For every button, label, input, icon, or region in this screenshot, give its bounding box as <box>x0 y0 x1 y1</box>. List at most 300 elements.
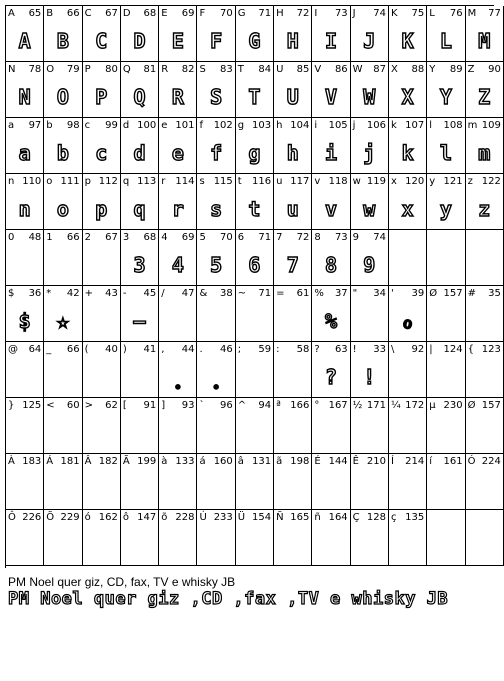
glyph-cell-code: 68 <box>143 232 157 243</box>
grid-row <box>6 174 501 230</box>
glyph-cell-char-label: 5 <box>199 232 206 243</box>
glyph-cell-char-label: - <box>122 288 127 299</box>
glyph-cell-code: 161 <box>443 456 463 467</box>
glyph-preview: 9 <box>363 253 376 277</box>
glyph-cell-code: 147 <box>137 512 157 523</box>
glyph-cell <box>389 230 427 286</box>
glyph-cell <box>83 510 121 566</box>
glyph-cell-code: 121 <box>443 176 463 187</box>
glyph-cell-char-label: Á <box>46 456 54 467</box>
glyph-cell <box>427 454 465 510</box>
glyph-cell <box>6 398 44 454</box>
glyph-preview: n <box>18 197 31 221</box>
glyph-preview <box>236 359 273 395</box>
glyph-cell-code: 93 <box>181 400 195 411</box>
glyph-cell-char-label: | <box>429 344 433 355</box>
glyph-cell <box>236 454 274 510</box>
glyph-cell-code: 229 <box>60 512 80 523</box>
glyph-cell-code: 82 <box>181 64 195 75</box>
glyph-preview <box>197 471 234 507</box>
glyph-preview <box>159 527 196 563</box>
glyph-cell-char-label: g <box>237 120 245 131</box>
glyph-cell-code: 69 <box>181 8 195 19</box>
glyph-cell <box>427 118 465 174</box>
glyph-cell-char-label: ' <box>390 288 394 299</box>
glyph-preview: ˳ <box>171 365 184 389</box>
glyph-cell <box>6 286 44 342</box>
glyph-cell-code: 164 <box>328 512 348 523</box>
glyph-preview: S <box>210 85 223 109</box>
sample-caption: PM Noel quer giz, CD, fax, TV e whisky JB <box>8 575 236 589</box>
glyph-cell-code: 59 <box>258 344 272 355</box>
glyph-preview: V <box>325 85 338 109</box>
glyph-cell <box>121 510 159 566</box>
glyph-cell <box>389 6 427 62</box>
glyph-preview <box>6 471 43 507</box>
glyph-preview: N <box>18 85 31 109</box>
glyph-cell <box>159 398 197 454</box>
glyph-cell-code: 230 <box>443 400 463 411</box>
glyph-preview: v <box>325 197 338 221</box>
glyph-cell <box>44 398 82 454</box>
glyph-cell-code: 166 <box>290 400 310 411</box>
glyph-cell-char-label: Ç <box>352 512 360 523</box>
glyph-cell-code: 224 <box>481 456 501 467</box>
glyph-cell-char-label: F <box>199 8 206 19</box>
glyph-cell <box>466 174 504 230</box>
glyph-cell-char-label: ó <box>84 512 91 523</box>
glyph-cell-code: 104 <box>290 120 310 131</box>
glyph-cell-char-label: c <box>84 120 91 131</box>
glyph-cell-code: 68 <box>143 8 157 19</box>
glyph-cell-code: 114 <box>175 176 195 187</box>
glyph-cell-code: 233 <box>213 512 233 523</box>
glyph-cell-char-label: µ <box>429 400 436 411</box>
glyph-cell <box>351 342 389 398</box>
glyph-cell <box>121 342 159 398</box>
glyph-cell-code: 92 <box>411 344 425 355</box>
glyph-cell-char-label: 9 <box>352 232 360 243</box>
glyph-cell-code: 107 <box>405 120 425 131</box>
glyph-preview <box>312 471 349 507</box>
glyph-cell <box>83 342 121 398</box>
glyph-preview <box>6 247 43 283</box>
glyph-cell-char-label: w <box>352 176 361 187</box>
glyph-preview <box>274 359 311 395</box>
glyph-cell <box>351 398 389 454</box>
glyph-preview <box>159 303 196 339</box>
glyph-preview <box>427 415 464 451</box>
glyph-cell-char-label: p <box>84 176 91 187</box>
glyph-cell <box>44 118 82 174</box>
glyph-cell-code: 183 <box>22 456 42 467</box>
glyph-cell-char-label: ª <box>276 400 281 411</box>
glyph-cell-code: 108 <box>443 120 463 131</box>
glyph-preview <box>44 247 81 283</box>
glyph-cell-char-label: K <box>390 8 398 19</box>
glyph-cell-code: 135 <box>405 512 425 523</box>
glyph-preview: L <box>439 29 452 53</box>
glyph-cell <box>466 118 504 174</box>
glyph-cell <box>274 510 312 566</box>
glyph-cell <box>389 510 427 566</box>
glyph-cell <box>83 62 121 118</box>
glyph-cell-char-label: É <box>314 456 321 467</box>
glyph-cell-char-label: à <box>161 456 168 467</box>
glyph-cell-char-label: f <box>199 120 204 131</box>
glyph-cell-code: 160 <box>213 456 233 467</box>
glyph-cell-char-label: Ê <box>352 456 359 467</box>
glyph-cell-code: 64 <box>28 344 42 355</box>
glyph-cell <box>83 286 121 342</box>
glyph-cell <box>312 6 350 62</box>
glyph-preview <box>236 527 273 563</box>
grid-row <box>6 118 501 174</box>
glyph-cell <box>351 62 389 118</box>
glyph-cell-char-label: t <box>237 176 242 187</box>
glyph-preview: i <box>325 141 338 165</box>
glyph-preview: u <box>286 197 299 221</box>
glyph-cell <box>121 230 159 286</box>
glyph-cell-code: 88 <box>411 64 425 75</box>
glyph-cell-char-label: N <box>8 64 16 75</box>
character-map-grid <box>5 5 501 568</box>
glyph-cell-char-label: 0 <box>8 232 15 243</box>
glyph-preview: 6 <box>248 253 261 277</box>
glyph-preview <box>466 471 503 507</box>
glyph-preview <box>197 415 234 451</box>
glyph-cell <box>197 174 235 230</box>
glyph-cell-char-label: À <box>8 456 15 467</box>
glyph-preview: a <box>18 141 31 165</box>
glyph-preview: 5 <box>210 253 223 277</box>
glyph-cell <box>6 510 44 566</box>
glyph-cell-char-label: ° <box>314 400 320 411</box>
glyph-cell-code: 35 <box>488 288 501 299</box>
glyph-preview: G <box>248 29 261 53</box>
glyph-preview: y <box>439 197 452 221</box>
glyph-cell-char-label: 6 <box>237 232 245 243</box>
glyph-preview <box>466 415 503 451</box>
glyph-cell <box>197 342 235 398</box>
glyph-cell <box>351 454 389 510</box>
glyph-cell <box>466 454 504 510</box>
sample-rendered-text: PM Noel quer giz ,CD ,fax ,TV e whisky JB <box>8 589 449 609</box>
glyph-cell <box>159 454 197 510</box>
glyph-cell <box>197 118 235 174</box>
glyph-cell-char-label: ã <box>276 456 283 467</box>
glyph-cell <box>312 398 350 454</box>
glyph-cell-code: 157 <box>443 288 463 299</box>
glyph-preview: R <box>171 85 184 109</box>
glyph-cell-char-label: 1 <box>46 232 53 243</box>
glyph-cell-code: 33 <box>373 344 386 355</box>
glyph-cell <box>274 342 312 398</box>
glyph-cell-char-label: # <box>467 288 476 299</box>
glyph-cell-code: 39 <box>411 288 425 299</box>
glyph-cell-char-label: ` <box>199 400 205 411</box>
glyph-cell-code: 83 <box>220 64 233 75</box>
glyph-preview <box>236 415 273 451</box>
glyph-cell-code: 162 <box>98 512 118 523</box>
glyph-cell-char-label: í <box>429 456 433 467</box>
glyph-cell <box>427 510 465 566</box>
glyph-cell <box>351 6 389 62</box>
glyph-cell-char-label: A <box>8 8 15 19</box>
glyph-cell-char-label: y <box>429 176 436 187</box>
glyph-cell-code: 89 <box>449 64 463 75</box>
glyph-cell <box>274 174 312 230</box>
glyph-preview <box>351 415 388 451</box>
glyph-preview: f <box>210 141 223 165</box>
glyph-cell-char-label: ½ <box>352 400 363 411</box>
glyph-cell <box>274 62 312 118</box>
glyph-cell-code: 86 <box>334 64 348 75</box>
grid-row <box>6 6 501 62</box>
glyph-cell-char-label: I <box>314 8 318 19</box>
glyph-preview <box>121 359 158 395</box>
glyph-cell <box>274 286 312 342</box>
glyph-cell-char-label: s <box>199 176 205 187</box>
glyph-cell-code: 60 <box>66 400 80 411</box>
glyph-cell-char-label: < <box>46 400 55 411</box>
glyph-cell-code: 45 <box>143 288 157 299</box>
glyph-cell <box>83 118 121 174</box>
glyph-cell-char-label: } <box>8 400 15 411</box>
glyph-cell <box>466 6 504 62</box>
glyph-cell-char-label: ~ <box>237 288 247 299</box>
glyph-cell-code: 172 <box>405 400 425 411</box>
glyph-cell-char-label: Í <box>390 456 394 467</box>
glyph-cell-code: 44 <box>181 344 195 355</box>
glyph-cell <box>6 118 44 174</box>
grid-row <box>6 286 501 342</box>
glyph-preview: o <box>56 197 69 221</box>
glyph-preview: X <box>401 85 414 109</box>
grid-row <box>6 230 494 286</box>
glyph-cell-code: 123 <box>481 344 501 355</box>
glyph-cell-char-label: = <box>276 288 285 299</box>
glyph-cell-char-label: 4 <box>161 232 168 243</box>
glyph-cell <box>159 286 197 342</box>
glyph-cell-code: 36 <box>28 288 42 299</box>
glyph-cell-char-label: % <box>314 288 324 299</box>
glyph-cell <box>197 454 235 510</box>
glyph-cell-code: 37 <box>334 288 348 299</box>
glyph-cell-code: 73 <box>334 8 348 19</box>
glyph-cell-code: 154 <box>251 512 272 523</box>
glyph-preview <box>427 303 464 339</box>
glyph-cell-char-label: Â <box>84 456 92 467</box>
glyph-cell <box>389 398 427 454</box>
glyph-cell-code: 81 <box>143 64 157 75</box>
glyph-cell-code: 46 <box>220 344 233 355</box>
glyph-cell-code: 124 <box>443 344 463 355</box>
glyph-cell <box>44 342 82 398</box>
glyph-cell-code: 71 <box>258 232 272 243</box>
glyph-preview: T <box>248 85 261 109</box>
glyph-cell-char-label: D <box>122 8 131 19</box>
glyph-preview: p <box>95 197 108 221</box>
glyph-cell-code: 67 <box>105 8 118 19</box>
glyph-preview: P <box>95 85 108 109</box>
glyph-preview <box>274 415 311 451</box>
glyph-cell-code: 199 <box>137 456 157 467</box>
glyph-cell <box>466 286 504 342</box>
glyph-cell <box>83 230 121 286</box>
glyph-cell <box>159 174 197 230</box>
glyph-cell-char-label: ç <box>390 512 397 523</box>
glyph-cell-char-label: l <box>429 120 433 131</box>
glyph-cell-char-label: Ú <box>199 512 207 523</box>
glyph-preview <box>389 247 426 283</box>
glyph-cell <box>121 118 159 174</box>
glyph-cell-char-label: r <box>161 176 166 187</box>
glyph-preview: Z <box>478 85 491 109</box>
glyph-preview <box>427 527 464 563</box>
glyph-cell-code: 65 <box>28 8 42 19</box>
glyph-cell-code: 90 <box>488 64 501 75</box>
glyph-cell-char-label: u <box>276 176 283 187</box>
glyph-cell-code: 97 <box>28 120 42 131</box>
glyph-preview <box>6 359 43 395</box>
glyph-preview <box>197 527 234 563</box>
glyph-cell-char-label: X <box>390 64 398 75</box>
glyph-cell <box>312 454 350 510</box>
glyph-preview <box>389 527 426 563</box>
glyph-preview <box>389 415 426 451</box>
glyph-cell-char-label: e <box>161 120 168 131</box>
glyph-cell-code: 67 <box>105 232 118 243</box>
glyph-cell-code: 71 <box>258 8 272 19</box>
glyph-cell-code: 226 <box>22 512 42 523</box>
glyph-cell-char-label: \ <box>390 344 395 355</box>
glyph-preview: W <box>363 85 376 109</box>
glyph-cell-char-label: $ <box>8 288 15 299</box>
glyph-cell-code: 133 <box>175 456 195 467</box>
glyph-cell <box>351 510 389 566</box>
glyph-cell-code: 165 <box>290 512 310 523</box>
glyph-preview: q <box>133 197 146 221</box>
glyph-cell-code: 66 <box>66 232 80 243</box>
glyph-cell-char-label: 3 <box>122 232 130 243</box>
glyph-preview: A <box>18 29 31 53</box>
glyph-preview: 7 <box>286 253 299 277</box>
glyph-cell-code: 87 <box>373 64 386 75</box>
glyph-preview: w <box>363 197 376 221</box>
glyph-cell-char-label: Ø <box>467 400 476 411</box>
glyph-cell-char-label: á <box>199 456 206 467</box>
glyph-cell <box>236 398 274 454</box>
glyph-preview <box>312 527 349 563</box>
glyph-preview <box>466 247 503 283</box>
glyph-preview <box>83 303 120 339</box>
glyph-cell <box>389 286 427 342</box>
glyph-preview: b <box>56 141 69 165</box>
glyph-cell <box>236 6 274 62</box>
glyph-cell-code: 66 <box>66 344 80 355</box>
glyph-cell <box>236 230 274 286</box>
glyph-cell <box>351 118 389 174</box>
glyph-cell <box>236 286 274 342</box>
glyph-cell-code: 62 <box>105 400 118 411</box>
glyph-cell-char-label: ñ <box>314 512 321 523</box>
glyph-cell-code: 74 <box>373 232 386 243</box>
glyph-cell <box>274 118 312 174</box>
glyph-cell-char-label: { <box>467 344 474 355</box>
glyph-cell <box>44 286 82 342</box>
glyph-cell-code: 71 <box>258 288 272 299</box>
glyph-cell-char-label: j <box>352 120 356 131</box>
glyph-preview <box>6 527 43 563</box>
glyph-preview <box>159 415 196 451</box>
glyph-cell <box>274 230 312 286</box>
glyph-cell-char-label: m <box>467 120 478 131</box>
glyph-cell <box>466 510 504 566</box>
glyph-cell-char-label: ¼ <box>390 400 401 411</box>
glyph-cell-code: 98 <box>66 120 80 131</box>
glyph-cell-code: 120 <box>405 176 425 187</box>
glyph-cell <box>236 342 274 398</box>
glyph-cell-char-label: : <box>276 344 280 355</box>
glyph-preview: x <box>401 197 414 221</box>
glyph-cell-char-label: 2 <box>84 232 91 243</box>
glyph-cell-code: 157 <box>481 400 501 411</box>
glyph-preview: k <box>401 141 414 165</box>
glyph-preview: j <box>363 141 376 165</box>
glyph-cell-code: 76 <box>449 8 463 19</box>
glyph-cell-char-label: â <box>237 456 244 467</box>
glyph-cell-char-label: G <box>237 8 246 19</box>
glyph-cell-code: 47 <box>181 288 195 299</box>
glyph-cell-char-label: T <box>237 64 244 75</box>
glyph-cell-char-label: o <box>46 176 53 187</box>
glyph-cell-code: 38 <box>220 288 233 299</box>
glyph-cell-code: 116 <box>251 176 272 187</box>
glyph-cell <box>274 454 312 510</box>
grid-row <box>6 62 501 118</box>
glyph-cell <box>121 174 159 230</box>
glyph-cell <box>312 342 350 398</box>
grid-row <box>6 398 501 454</box>
glyph-preview: B <box>56 29 69 53</box>
glyph-cell-code: 214 <box>405 456 425 467</box>
glyph-cell-char-label: ] <box>161 400 166 411</box>
glyph-cell-char-label: a <box>8 120 15 131</box>
glyph-cell <box>6 454 44 510</box>
glyph-cell-char-label: . <box>199 344 203 355</box>
glyph-preview <box>274 471 311 507</box>
glyph-preview <box>121 415 158 451</box>
glyph-preview <box>44 471 81 507</box>
glyph-cell-code: 43 <box>105 288 118 299</box>
glyph-cell-code: 111 <box>60 176 80 187</box>
glyph-preview <box>83 359 120 395</box>
glyph-cell-char-label: 7 <box>276 232 283 243</box>
glyph-preview <box>83 527 120 563</box>
glyph-cell-char-label: ( <box>84 344 89 355</box>
glyph-cell-char-label: Ó <box>467 456 476 467</box>
glyph-preview <box>351 527 388 563</box>
glyph-preview: — <box>133 309 146 333</box>
glyph-preview: z <box>478 197 491 221</box>
glyph-cell-char-label: J <box>352 8 356 19</box>
glyph-cell-code: 78 <box>28 64 42 75</box>
glyph-cell <box>197 286 235 342</box>
glyph-preview <box>312 415 349 451</box>
glyph-cell-char-label: * <box>46 288 52 299</box>
glyph-cell <box>312 174 350 230</box>
